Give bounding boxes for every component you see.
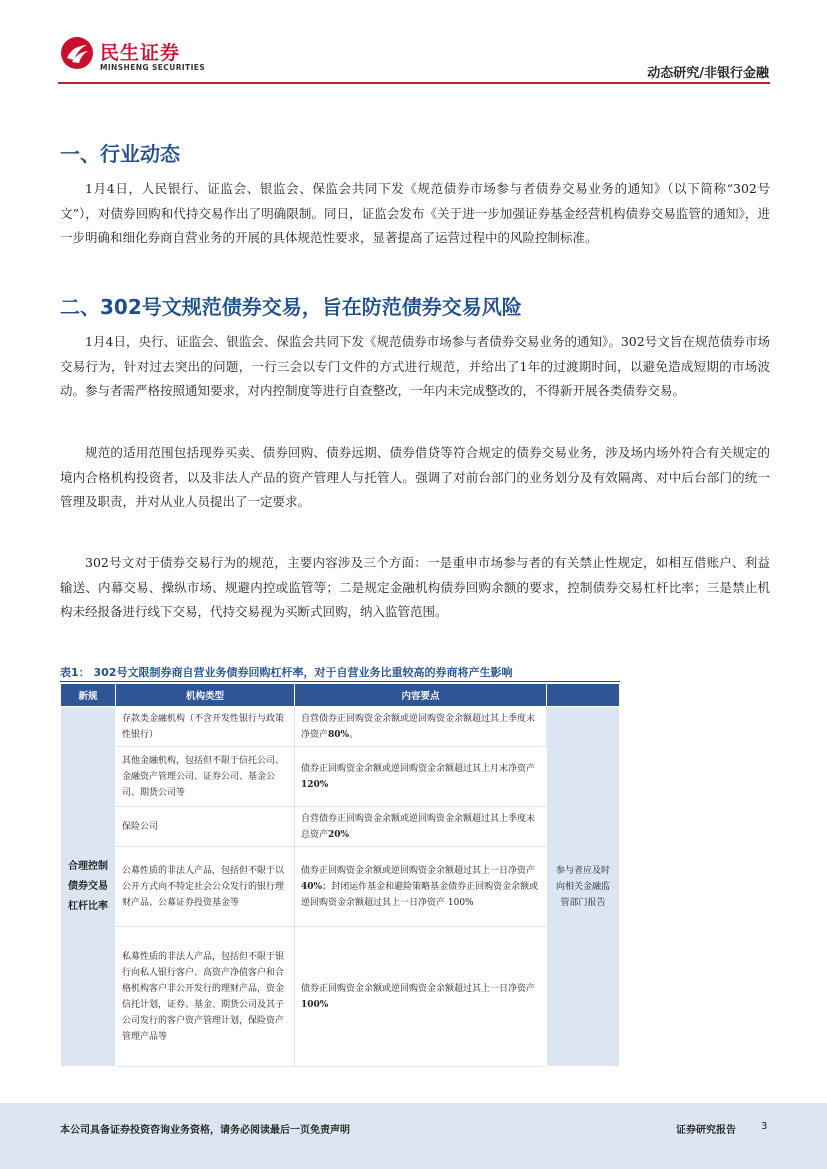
logo-mark-icon [60, 36, 94, 70]
section-2-title: 二、302号文规范债券交易，旨在防范债券交易风险 [60, 295, 522, 319]
page-header [0, 0, 827, 90]
header-cell-blank [547, 684, 620, 707]
leverage-table [60, 683, 620, 1067]
table-row [61, 747, 620, 807]
table-caption-underline [60, 681, 620, 682]
content-cell: 债券正回购资金余额或逆回购资金余额超过其上一日净资产100% [295, 927, 547, 1067]
header-divider [58, 82, 770, 84]
page-footer [0, 1103, 827, 1169]
institution-type-cell: 其他金融机构，包括但不限于信托公司、金融资产管理公司、证券公司、基金公司、期货公司等 [116, 747, 295, 807]
section-1-paragraph: 1月4日，人民银行、证监会、银监会、保监会共同下发《规范债券市场参与者债券交易业务的通知》（以下简称“302号文”），对债券回购和代持交易作出了明确限制。同日，证监会发布《关于进一步加强证券基金经营机构债券交易监管的通知》，进一步明确和细化券商自营业务的开展的具体规范性要求，显著提高了运营过程中的风险控制标准。 [60, 181, 770, 245]
footer-report-type: 证券研究报告 [676, 1125, 736, 1136]
footer-disclaimer: 本公司具备证券投资咨询业务资格，请务必阅读最后一页免责声明 [60, 1125, 350, 1136]
content-cell: 债券正回购资金余额或逆回购资金余额超过其上一日净资产40%；封闭运作基金和避险策略基金债券正回购资金余额或逆回购资金余额超过其上一日净资产 100% [295, 847, 547, 927]
content-cell: 自营债券正回购资金余额或逆回购资金余额超过其上季度末总资产20% [295, 807, 547, 847]
rule-name-cell: 合理控制债券交易杠杆比率 [61, 707, 116, 1067]
header-cell-content: 内容要点 [295, 684, 547, 707]
table-row [61, 707, 620, 747]
table-caption: 表1： 302号文限制券商自营业务债券回购杠杆率，对于自营业务比重较高的券商将产生影响 [60, 666, 513, 679]
header-cell-rule: 新规 [61, 684, 116, 707]
section-2-paragraph-3: 302号文对于债券交易行为的规范，主要内容涉及三个方面：一是重申市场参与者的有关禁止性规定，如相互借账户、利益输送、内幕交易、操纵市场、规避内控或监管等；二是规定金融机构债券回购余额的要求，控制债券交易杠杆比率；三是禁止机构未经报备进行线下交易，代持交易视为买断式回购，纳入监管范围。 [60, 555, 770, 619]
content-cell: 债券正回购资金余额或逆回购资金余额超过其上月末净资产120% [295, 747, 547, 807]
report-category: 动态研究/非银行金融 [647, 66, 769, 81]
company-logo [60, 36, 220, 80]
page-number: 3 [761, 1121, 768, 1132]
section-2-paragraph-2: 规范的适用范围包括现券买卖、债券回购、债券远期、债券借贷等符合规定的债券交易业务，涉及场内场外符合有关规定的境内合格机构投资者，以及非法人产品的资产管理人与托管人。强调了对前台部门的业务划分及有效隔离、对中后台部门的统一管理及职责，并对从业人员提出了一定要求。 [60, 445, 770, 509]
logo-chinese-name: 民生证券 [100, 42, 181, 64]
section-1-title: 一、行业动态 [60, 142, 180, 166]
institution-type-cell: 公募性质的非法人产品，包括但不限于以公开方式向不特定社会公众发行的银行理财产品、公募证券投资基金等 [116, 847, 295, 927]
note-cell: 参与者应及时向相关金融监管部门报告 [547, 707, 620, 1067]
table-row [61, 807, 620, 847]
table-header-row [61, 684, 620, 707]
section-2-paragraph-1: 1月4日，央行、证监会、银监会、保监会共同下发《规范债券市场参与者债券交易业务的通知》。302号文旨在规范债券市场交易行为，针对过去突出的问题，一行三会以专门文件的方式进行规范，并给出了1年的过渡期时间，以避免造成短期的市场波动。参与者需严格按照通知要求，对内控制度等进行自查整改，一年内未完成整改的，不得新开展各类债券交易。 [60, 334, 770, 398]
table-row [61, 927, 620, 1067]
institution-type-cell: 私募性质的非法人产品，包括但不限于银行向私人银行客户、高资产净值客户和合格机构客户非公开发行的理财产品，资金信托计划，证券、基金、期货公司及其子公司发行的客户资产管理计划，保险资产管理产品等 [116, 927, 295, 1067]
logo-english-name: MINSHENG SECURITIES [100, 63, 206, 72]
content-cell: 自营债券正回购资金余额或逆回购资金余额超过其上季度末净资产80%。 [295, 707, 547, 747]
table-row [61, 847, 620, 927]
header-cell-institution: 机构类型 [116, 684, 295, 707]
institution-type-cell: 保险公司 [116, 807, 295, 847]
institution-type-cell: 存款类金融机构（不含开发性银行与政策性银行） [116, 707, 295, 747]
